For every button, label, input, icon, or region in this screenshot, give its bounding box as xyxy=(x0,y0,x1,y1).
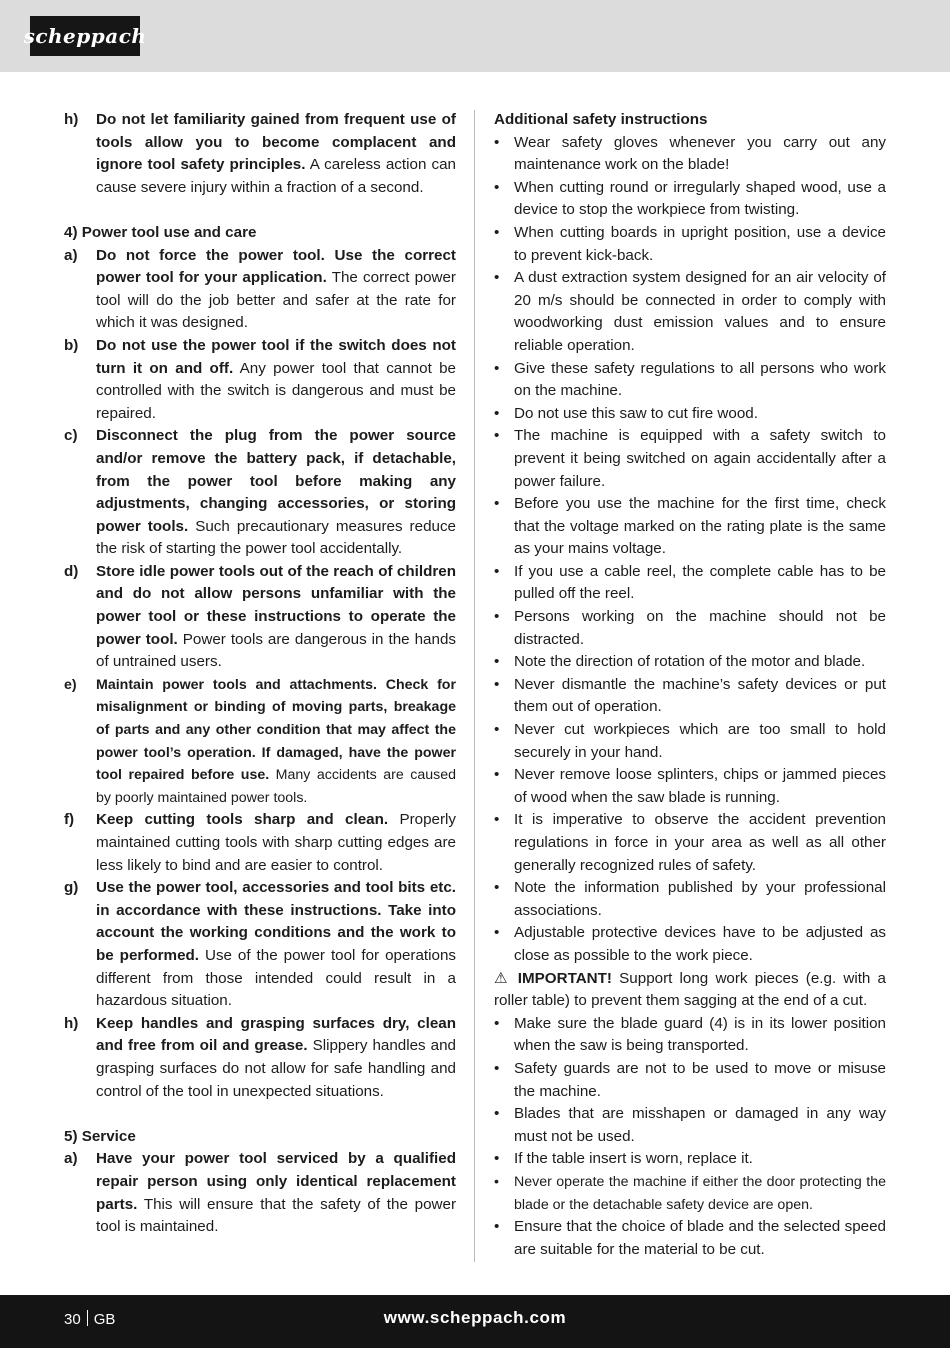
language-code: GB xyxy=(93,1311,116,1328)
item-text: A careless action can cause severe injury within a fraction of a second. xyxy=(96,156,456,196)
bullet-text: Do not use this saw to cut fire wood. xyxy=(514,404,758,422)
bullet-item xyxy=(494,764,886,809)
bullet-text: Note the information published by your professional associations. xyxy=(514,879,886,919)
bullet-text: The machine is equipped with a safety switch to prevent it being switched on again accidentally after a power failure. xyxy=(514,427,886,490)
bullet-icon: • xyxy=(494,404,500,422)
important-note xyxy=(494,968,886,1013)
bullet-item xyxy=(494,132,886,177)
right-column xyxy=(494,109,886,1261)
bullet-item xyxy=(494,358,886,403)
item-text: Slippery handles and grasping surfaces do not allow for safe handling and control of the tool in unexpected situations. xyxy=(96,1037,456,1100)
bullet-item xyxy=(494,1058,886,1103)
bullet-item xyxy=(494,877,886,922)
bullet-text: A dust extraction system designed for an air velocity of 20 m/s should be connected in order to comply with woodworking dust emission values and to ensure reliable operation. xyxy=(514,269,886,354)
bullet-item xyxy=(494,1171,886,1216)
bullet-icon: • xyxy=(494,766,500,784)
item-text: Any power tool that cannot be controlled with the switch is dangerous and must be repaired. xyxy=(96,359,456,422)
bullet-item xyxy=(494,606,886,651)
bullet-text: Persons working on the machine should not be distracted. xyxy=(514,608,886,648)
bullet-text: Give these safety regulations to all persons who work on the machine. xyxy=(514,359,886,400)
item-text: Use of the power tool for operations different from those intended could result in a hazardous situation. xyxy=(96,946,456,1010)
left-column xyxy=(64,109,456,1239)
bullet-item xyxy=(494,1216,886,1261)
bullet-item xyxy=(494,922,886,967)
bullet-list xyxy=(494,132,886,968)
instruction-item xyxy=(64,109,456,199)
item-text: Such precautionary measures reduce the risk of starting the power tool accidentally. xyxy=(96,517,456,558)
website-url: www.scheppach.com xyxy=(383,1308,567,1327)
bullet-text: Safety guards are not to be used to move or misuse the machine. xyxy=(514,1059,886,1100)
bullet-icon: • xyxy=(494,608,500,626)
item-bold-text: Store idle power tools out of the reach of children and do not allow persons unfamiliar with the power tool or these instructions to operate the power tool. xyxy=(96,562,456,648)
bullet-text: Never cut workpieces which are too small to hold securely in your hand. xyxy=(514,721,886,761)
bullet-item xyxy=(494,651,886,674)
item-label: h) xyxy=(64,1014,79,1032)
instruction-item xyxy=(64,809,456,877)
item-label: d) xyxy=(64,562,79,580)
bullet-text: Wear safety gloves whenever you carry out any maintenance work on the blade! xyxy=(514,133,886,174)
bullet-icon: • xyxy=(494,879,500,897)
bullet-item xyxy=(494,1148,886,1171)
bullet-icon: • xyxy=(494,1105,500,1123)
bullet-item xyxy=(494,809,886,877)
bullet-item xyxy=(494,403,886,426)
bullet-item xyxy=(494,561,886,606)
bullet-icon: • xyxy=(494,495,500,513)
bullet-icon: • xyxy=(494,1150,500,1168)
section-title-power-tool-use: 4) Power tool use and care xyxy=(64,223,257,241)
important-label: IMPORTANT! xyxy=(517,969,612,987)
bullet-icon: • xyxy=(494,721,500,739)
item-label: h) xyxy=(64,111,79,128)
bullet-icon: • xyxy=(494,427,500,445)
important-text: Support long work pieces (e.g. with a roller table) to prevent them sagging at the end of a cut. xyxy=(494,969,886,1010)
bullet-icon: • xyxy=(494,675,500,693)
instruction-item xyxy=(64,425,456,561)
item-text: The correct power tool will do the job better and safer at the rate for which it was designed. xyxy=(96,269,456,332)
page-header xyxy=(0,0,950,72)
bullet-icon: • xyxy=(494,811,500,829)
warning-triangle-icon: ⚠ xyxy=(494,969,511,987)
item-bold-text: Maintain power tools and attachments. Check for misalignment or binding of moving parts, breakage of parts and any other condition that may affect the power tool’s operation. If damaged, have the power tool repaired before use. xyxy=(96,676,456,784)
brand-logo: scheppach xyxy=(30,16,140,56)
instruction-item xyxy=(64,245,456,335)
item-bold-text: Keep handles and grasping surfaces dry, clean and free from oil and grease. xyxy=(96,1014,456,1055)
item-label: c) xyxy=(64,427,78,445)
bullet-list xyxy=(494,1013,886,1262)
column-divider xyxy=(474,110,475,1262)
instruction-item xyxy=(64,335,456,425)
item-bold-text: Keep cutting tools sharp and clean. xyxy=(96,811,389,829)
section-title-service: 5) Service xyxy=(64,1127,136,1145)
bullet-icon: • xyxy=(494,223,500,241)
bullet-icon: • xyxy=(494,1059,500,1077)
bullet-icon: • xyxy=(494,1014,500,1032)
item-bold-text: Do not force the power tool. Use the correct power tool for your application. xyxy=(96,246,456,287)
item-text: This will ensure that the safety of the power tool is maintained. xyxy=(96,1195,456,1236)
item-label: e) xyxy=(64,676,77,693)
bullet-text: Blades that are misshapen or damaged in any way must not be used. xyxy=(514,1105,886,1145)
bullet-icon: • xyxy=(494,269,500,287)
item-bold-text: Use the power tool, accessories and tool bits etc. in accordance with these instructions. Take into account the working conditions and the work to be performed. xyxy=(96,879,456,964)
bullet-icon: • xyxy=(494,178,500,196)
instruction-item xyxy=(64,561,456,674)
bullet-icon: • xyxy=(494,1173,499,1190)
item-text: Power tools are dangerous in the hands of untrained users. xyxy=(96,630,456,671)
bullet-text: Adjustable protective devices have to be adjusted as close as possible to the work piece. xyxy=(514,924,886,964)
section-title-additional-safety: Additional safety instructions xyxy=(494,111,708,128)
item-bold-text: Have your power tool serviced by a qualified repair person using only identical replacement parts. xyxy=(96,1150,456,1213)
instruction-item xyxy=(64,1013,456,1103)
bullet-item xyxy=(494,1103,886,1148)
bullet-text: It is imperative to observe the accident prevention regulations in force in your area as well as all other generally recognized rules of safety. xyxy=(514,811,886,874)
bullet-item xyxy=(494,425,886,493)
bullet-text: If the table insert is worn, replace it. xyxy=(514,1150,753,1168)
instruction-item xyxy=(64,674,456,810)
bullet-item xyxy=(494,267,886,357)
item-label: f) xyxy=(64,811,75,829)
bullet-item xyxy=(494,1013,886,1058)
bullet-text: Before you use the machine for the first time, check that the voltage marked on the rating plate is the same as your mains voltage. xyxy=(514,495,886,558)
bullet-text: Make sure the blade guard (4) is in its lower position when the saw is being transported. xyxy=(514,1014,886,1055)
bullet-text: When cutting boards in upright position, use a device to prevent kick-back. xyxy=(514,223,886,264)
bullet-icon: • xyxy=(494,133,500,151)
bullet-text: When cutting round or irregularly shaped wood, use a device to stop the workpiece from twisting. xyxy=(514,178,886,219)
bullet-text: Ensure that the choice of blade and the selected speed are suitable for the material to be cut. xyxy=(514,1218,886,1258)
instruction-item xyxy=(64,1148,456,1238)
bullet-text: If you use a cable reel, the complete cable has to be pulled off the reel. xyxy=(514,562,886,603)
item-label: b) xyxy=(64,336,79,354)
bullet-item xyxy=(494,719,886,764)
item-label: a) xyxy=(64,1150,78,1168)
item-text: Many accidents are caused by poorly maintained power tools. xyxy=(96,767,456,806)
page-number: 30 xyxy=(64,1311,81,1328)
bullet-text: Note the direction of rotation of the motor and blade. xyxy=(514,653,866,671)
item-text: Properly maintained cutting tools with sharp cutting edges are less likely to bind and are easier to control. xyxy=(96,811,456,874)
bullet-item xyxy=(494,222,886,267)
item-bold-text: Disconnect the plug from the power source and/or remove the battery pack, if detachable, from the power tool before making any adjustments, changing accessories, or storing power tools. xyxy=(96,427,456,535)
item-label: a) xyxy=(64,246,78,264)
page-footer xyxy=(0,1295,950,1348)
bullet-item xyxy=(494,493,886,561)
bullet-icon: • xyxy=(494,562,500,580)
item-bold-text: Do not let familiarity gained from frequent use of tools allow you to become complacent and ignore tool safety principles. xyxy=(96,111,456,174)
bullet-icon: • xyxy=(494,1218,500,1236)
item-label: g) xyxy=(64,879,79,897)
bullet-icon: • xyxy=(494,924,500,942)
item-bold-text: Do not use the power tool if the switch does not turn it on and off. xyxy=(96,336,456,377)
instruction-item xyxy=(64,877,456,1013)
bullet-icon: • xyxy=(494,359,500,377)
bullet-item xyxy=(494,177,886,222)
bullet-text: Never operate the machine if either the door protecting the blade or the detachable safety device are open. xyxy=(514,1173,886,1213)
bullet-item xyxy=(494,674,886,719)
bullet-icon: • xyxy=(494,653,500,671)
bullet-text: Never dismantle the machine’s safety devices or put them out of operation. xyxy=(514,675,886,716)
bullet-text: Never remove loose splinters, chips or jammed pieces of wood when the saw blade is running. xyxy=(514,766,886,806)
